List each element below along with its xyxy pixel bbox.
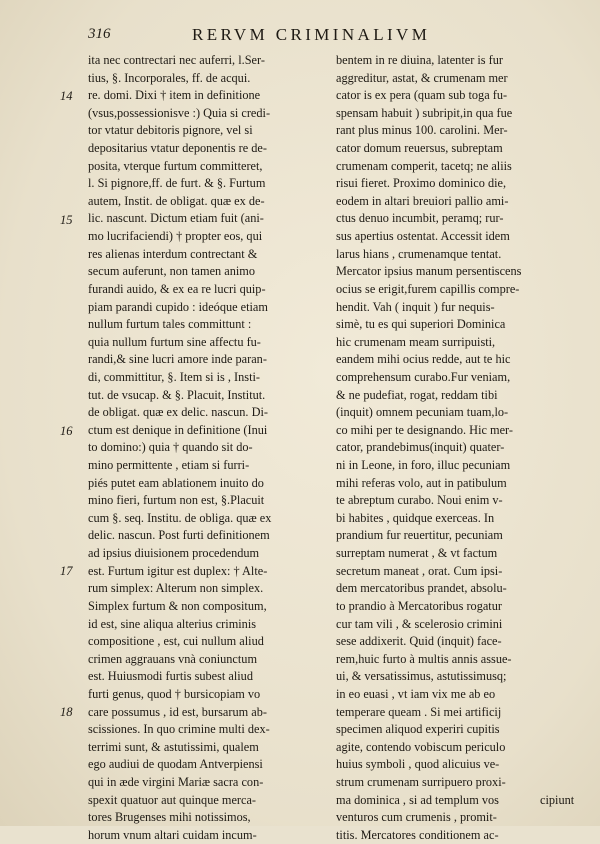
text-line: comprehensum curabo.Fur veniam, [336, 369, 511, 384]
text-line: est. Furtum igitur est duplex: † Alte- [88, 563, 268, 578]
text-line: risui fieret. Proximo dominico die, [336, 176, 507, 191]
text-line: id est, sine aliqua alterius criminis [88, 616, 257, 631]
text-line: compositione , est, cui nullum aliud [88, 634, 264, 649]
text-line: care possumus , id est, bursarum ab- [88, 704, 267, 719]
text-line: in eo euasi , vt iam vix me ab eo [336, 686, 496, 701]
text-line: venturos cum crumenis , promit- [336, 810, 497, 825]
text-line: to domino:) quia † quando sit do- [88, 440, 253, 455]
text-line: te abreptum curabo. Noui enim v- [336, 493, 503, 508]
text-line: temperare queam . Si mei artificij [336, 704, 502, 719]
text-line: ui, & versatissimus, astutissimusq; [336, 669, 507, 684]
text-line: nullum furtum tales committunt : [88, 317, 252, 332]
text-line: lic. nascunt. Dictum etiam fuit (ani- [88, 211, 264, 226]
text-line: randi,& sine lucri amore inde paran- [88, 352, 267, 367]
text-line: agite, contendo vobiscum periculo [336, 739, 506, 754]
text-line: ita nec contrectari nec auferri, l.Ser- [88, 53, 265, 67]
text-line: tut. de vsucap. & §. Placuit, Institut. [88, 387, 266, 402]
text-line: & ne pudefiat, rogat, reddam tibi [336, 387, 498, 402]
text-line: crimen aggrauans vnà coniunctum [88, 651, 258, 666]
text-line: delic. nascun. Post furti definitionem [88, 528, 270, 543]
text-line: rant plus minus 100. carolini. Mer- [336, 123, 508, 138]
text-line: cur tam vili , & scelerosio crimini [336, 616, 503, 631]
text-line: crumenam comperit, tacetq; ne aliis [336, 158, 512, 173]
text-line: hendit. Vah ( inquit ) fur nequis- [336, 299, 495, 314]
text-line: rem,huic furto à multis annis assue- [336, 651, 512, 666]
text-line: (inquit) omnem pecuniam tuam,lo- [336, 405, 509, 420]
text-line: sus apertius ostentat. Accessit idem [336, 229, 510, 244]
text-line: piam parandi cupido : ideóque etiam [88, 299, 268, 314]
text-line: autem, Instit. de obligat. quæ ex de- [88, 193, 265, 208]
text-line: (vsus,possessionisve :) Quia si credi- [88, 105, 271, 120]
text-line: est. Huiusmodi furtis subest aliud [88, 669, 253, 684]
text-line: posita, vterque furtum committeret, [88, 158, 263, 173]
text-line: specimen aliquod experiri cupitis [336, 722, 500, 737]
text-line: tor vtatur debitoris pignore, vel si [88, 123, 253, 138]
text-line: cum §. seq. Institu. de obliga. quæ ex [88, 510, 272, 525]
text-line: terrimi sunt, & astutissimi, qualem [88, 739, 259, 754]
text-line: strum crumenam surripuero proxi- [336, 774, 506, 789]
text-line: horum vnum altari cuidam incum- [88, 827, 257, 842]
text-line: eodem in altari breuiori pallio ami- [336, 193, 509, 208]
text-line: titis. Mercatores conditionem ac- [336, 827, 499, 842]
text-line: secretum maneat , orat. Cum ipsi- [336, 563, 503, 578]
text-line: tores Brugenses mihi notissimos, [88, 810, 251, 825]
page-number: 316 [88, 26, 111, 42]
text-line: mo lucrifaciendi) † propter eos, qui [88, 229, 263, 244]
text-line: l. Si pignore,ff. de furt. & §. Furtum [88, 176, 266, 191]
text-line: eandem mihi ocius redde, aut te hic [336, 352, 511, 367]
text-line: bi habites , quidque exerceas. In [336, 510, 495, 525]
running-head [0, 26, 600, 50]
text-line: prandium fur reuertitur, pecuniam [336, 528, 503, 543]
text-line: mino fieri, furtum non est, §.Placuit [88, 493, 265, 508]
text-line: ni in Leone, in foro, illuc pecuniam [336, 458, 511, 473]
text-line: mihi referas volo, aut in patibulum [336, 475, 507, 490]
text-line: secum auferunt, non tamen animo [88, 264, 255, 279]
margin-number-18: 18 [60, 705, 73, 719]
text-line: to prandio à Mercatoribus rogatur [336, 598, 502, 613]
text-line: aggreditur, astat, & crumenam mer [336, 70, 508, 85]
text-line: ma dominica , si ad templum vos [336, 792, 499, 807]
text-line: tius, §. Incorporales, ff. de acqui. [88, 70, 251, 85]
text-line: ctum est denique in definitione (Inui [88, 422, 268, 437]
text-line: spexit quatuor aut quinque merca- [88, 792, 257, 807]
left-text-column [88, 52, 340, 844]
running-title: RERVM CRIMINALIVM [192, 25, 431, 44]
text-line: Mercator ipsius manum persentiscens [336, 264, 522, 279]
text-line: bentem in re diuina, latenter is fur [336, 53, 503, 67]
text-line: rum simplex: Alterum non simplex. [88, 581, 264, 596]
margin-number-15: 15 [60, 213, 73, 227]
text-line: cator domum reuersus, subreptam [336, 141, 503, 156]
text-line: cator, prandebimus(inquit) quater- [336, 440, 505, 455]
text-line: quia nullum furtum sine affectu fu- [88, 334, 261, 349]
catchword: cipiunt [540, 793, 575, 807]
text-line: qui in æde virgini Mariæ sacra con- [88, 774, 264, 789]
text-line: larus hians , crumenamque tentat. [336, 246, 502, 261]
text-line: furandi auido, & ex ea re lucri quip- [88, 281, 266, 296]
text-line: co mihi per te designando. Hic mer- [336, 422, 513, 437]
right-text-column [336, 52, 588, 844]
text-line: dem mercatoribus prandet, absolu- [336, 581, 507, 596]
margin-number-16: 16 [60, 424, 73, 438]
text-line: re. domi. Dixi † item in definitione [88, 88, 261, 103]
text-line: huius symboli , quod alicuius ve- [336, 757, 500, 772]
text-line: res alienas interdum contrectant & [88, 246, 258, 261]
text-line: depositarius vtatur deponentis re de- [88, 141, 267, 156]
text-line: simè, tu es qui superiori Dominica [336, 317, 506, 332]
text-line: ctus denuo incumbit, peramq; rur- [336, 211, 504, 226]
text-line: piés putet eam ablationem inuito do [88, 475, 264, 490]
text-line: hic crumenam meam surripuisti, [336, 334, 496, 349]
text-line: di, committitur, §. Item si is , Insti- [88, 369, 260, 384]
margin-number-17: 17 [60, 564, 73, 578]
text-line: ocius se erigit,furem capillis compre- [336, 281, 520, 296]
text-line: spensam habuit ) subripit,in qua fue [336, 105, 513, 120]
margin-number-14: 14 [60, 89, 73, 103]
text-line: sese addixerit. Quid (inquit) face- [336, 634, 502, 649]
text-line: ego audiui de quodam Antverpiensi [88, 757, 263, 772]
text-line: scissiones. In quo crimine multi dex- [88, 722, 270, 737]
text-line: Simplex furtum & non compositum, [88, 598, 267, 613]
text-line: furti genus, quod † bursicopiam vo [88, 686, 261, 701]
text-line: cator is ex pera (quam sub toga fu- [336, 88, 508, 103]
text-line: mino permittente , etiam si furri- [88, 458, 250, 473]
text-line: ad ipsius diuisionem procedendum [88, 546, 260, 561]
text-line: de obligat. quæ ex delic. nascun. Di- [88, 405, 268, 420]
text-line: surreptam numerat , & vt factum [336, 546, 498, 561]
